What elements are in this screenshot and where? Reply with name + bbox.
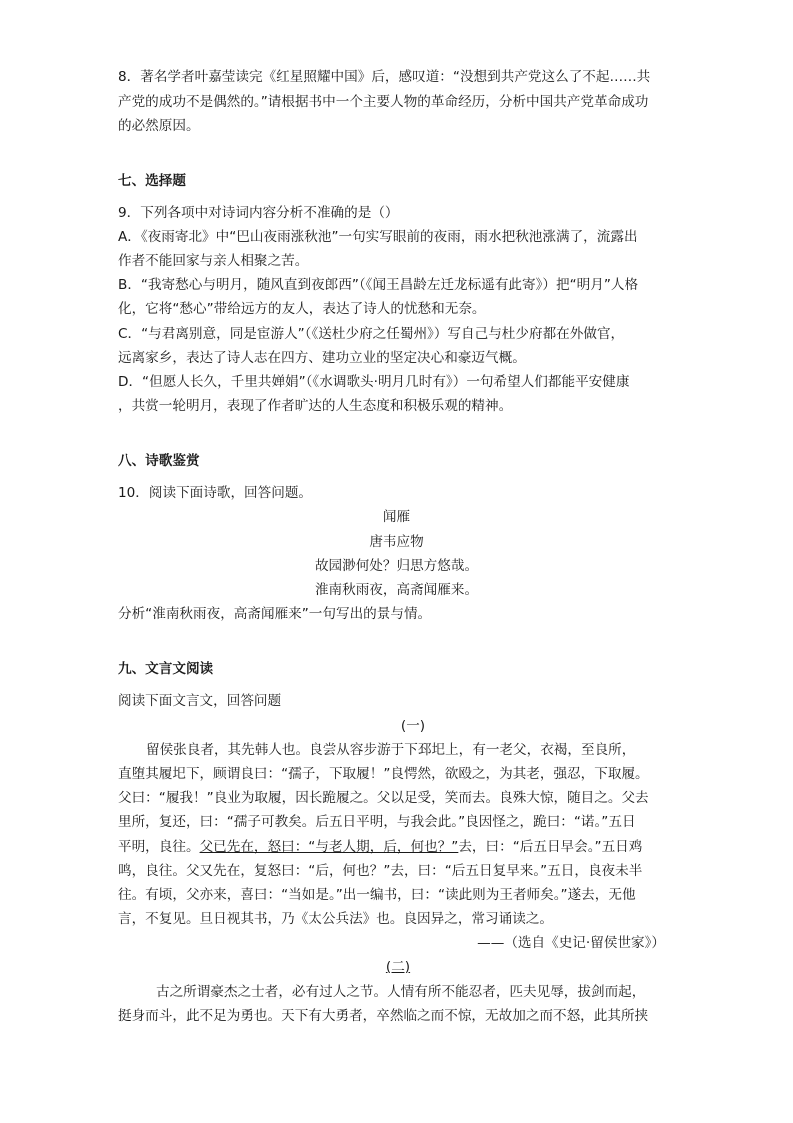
poem-title: 闻雁 [382, 509, 411, 525]
q9-option-c-line-2: 远离家乡，表达了诗人志在四方、建功立业的坚定决心和豪迈气概。 [118, 350, 526, 366]
passage-2-label: (二) [385, 959, 411, 975]
reading-intro: 阅读下面文言文，回答问题 [118, 693, 282, 709]
passage-1-line-6: 鸣，良往。父又先在，复怒曰：“后，何也？”去，曰：“后五日复早来。”五日，良夜未半 [118, 863, 643, 879]
passage-1-line-2: 直堕其履圯下，顾谓良曰：“孺子，下取履！”良愕然，欲殴之，为其老，强忍，下取履。 [118, 766, 649, 782]
poem-author: 唐韦应物 [369, 534, 424, 550]
q9-option-b-line-1: B．“我寄愁心与明月，随风直到夜郎西”（《闻王昌龄左迁龙标遥有此寄》）把“明月”人格 [118, 277, 639, 293]
q8-line-3: 的必然原因。 [118, 118, 200, 134]
poem-line-2: 淮南秋雨夜，高斋闻雁来。 [314, 582, 479, 598]
q8-line-1: 8．著名学者叶嘉莹读完《红星照耀中国》后，感叹道：“没想到共产党这么了不起……共 [118, 69, 651, 85]
passage-1-line-5 [118, 836, 642, 858]
passage-1-line-3: 父曰：“履我！”良业为取履，因长跪履之。父以足受，笑而去。良殊大惊，随目之。父去 [118, 790, 649, 806]
section-8-heading: 八、诗歌鉴赏 [118, 453, 200, 469]
q9-stem: 9．下列各项中对诗词内容分析不准确的是（） [118, 205, 399, 221]
passage-1-label: (一) [400, 718, 426, 734]
passage-2-line-2: 挺身而斗，此不足为勇也。天下有大勇者，卒然临之而不惊，无故加之而不怒，此其所挟 [118, 1008, 649, 1024]
q8-line-2: 产党的成功不是偶然的。”请根据书中一个主要人物的革命经历，分析中国共产党革命成功 [118, 94, 649, 110]
passage-1-source: ——（选自《史记·留侯世家》） [477, 935, 665, 951]
passage-2-line-1: 古之所谓豪杰之士者，必有过人之节。人情有所不能忍者，匹夫见辱，拔剑而起， [156, 984, 646, 1000]
passage-1-line-5-start: 平明，良往。 [118, 839, 200, 855]
poem-line-1: 故园渺何处？归思方悠哉。 [314, 558, 479, 574]
section-7-heading: 七、选择题 [118, 173, 186, 189]
passage-1-line-8: 言，不复见。旦日视其书，乃《太公兵法》也。良因异之，常习诵读之。 [118, 911, 553, 927]
q9-option-d-line-1: D．“但愿人长久，千里共婵娟”（《水调歌头·明月几时有》）一句希望人们都能平安健康 [118, 374, 630, 390]
section-9-heading: 九、文言文阅读 [118, 661, 214, 677]
passage-1-line-4: 里所，复还，曰：“孺子可教矣。后五日平明，与我会此。”良因怪之，跪曰：“诺。”五日 [118, 814, 636, 830]
q9-option-c-line-1: C．“与君离别意，同是宦游人”（《送杜少府之任蜀州》）写自己与杜少府都在外做官， [118, 326, 625, 342]
q9-option-a-line-2: 作者不能回家与亲人相聚之苦。 [118, 253, 309, 269]
q9-option-a-line-1: A．《夜雨寄北》中“巴山夜雨涨秋池”一句实写眼前的夜雨，雨水把秋池涨满了，流露出 [118, 229, 638, 245]
passage-1-line-5-end: 去，曰：“后五日早会。”五日鸡 [458, 839, 643, 855]
passage-1-line-7: 往。有顷，父亦来，喜曰：“当如是。”出一编书，曰：“读此则为王者师矣。”遂去，无他 [118, 887, 636, 903]
underlined-sentence: 父已先在，怒曰：“与老人期，后，何也？” [199, 839, 459, 855]
q10-stem: 10．阅读下面诗歌，回答问题。 [118, 485, 313, 501]
q9-option-b-line-2: 化，它将“愁心”带给远方的友人，表达了诗人的忧愁和无奈。 [118, 301, 486, 317]
passage-1-line-1: 留侯张良者，其先韩人也。良尝从容步游于下邳圯上，有一老父，衣褐，至良所， [146, 742, 636, 758]
q9-option-d-line-2: ，共赏一轮明月，表现了作者旷达的人生态度和积极乐观的精神。 [118, 398, 513, 414]
q10-prompt: 分析“淮南秋雨夜，高斋闻雁来”一句写出的景与情。 [118, 606, 432, 622]
